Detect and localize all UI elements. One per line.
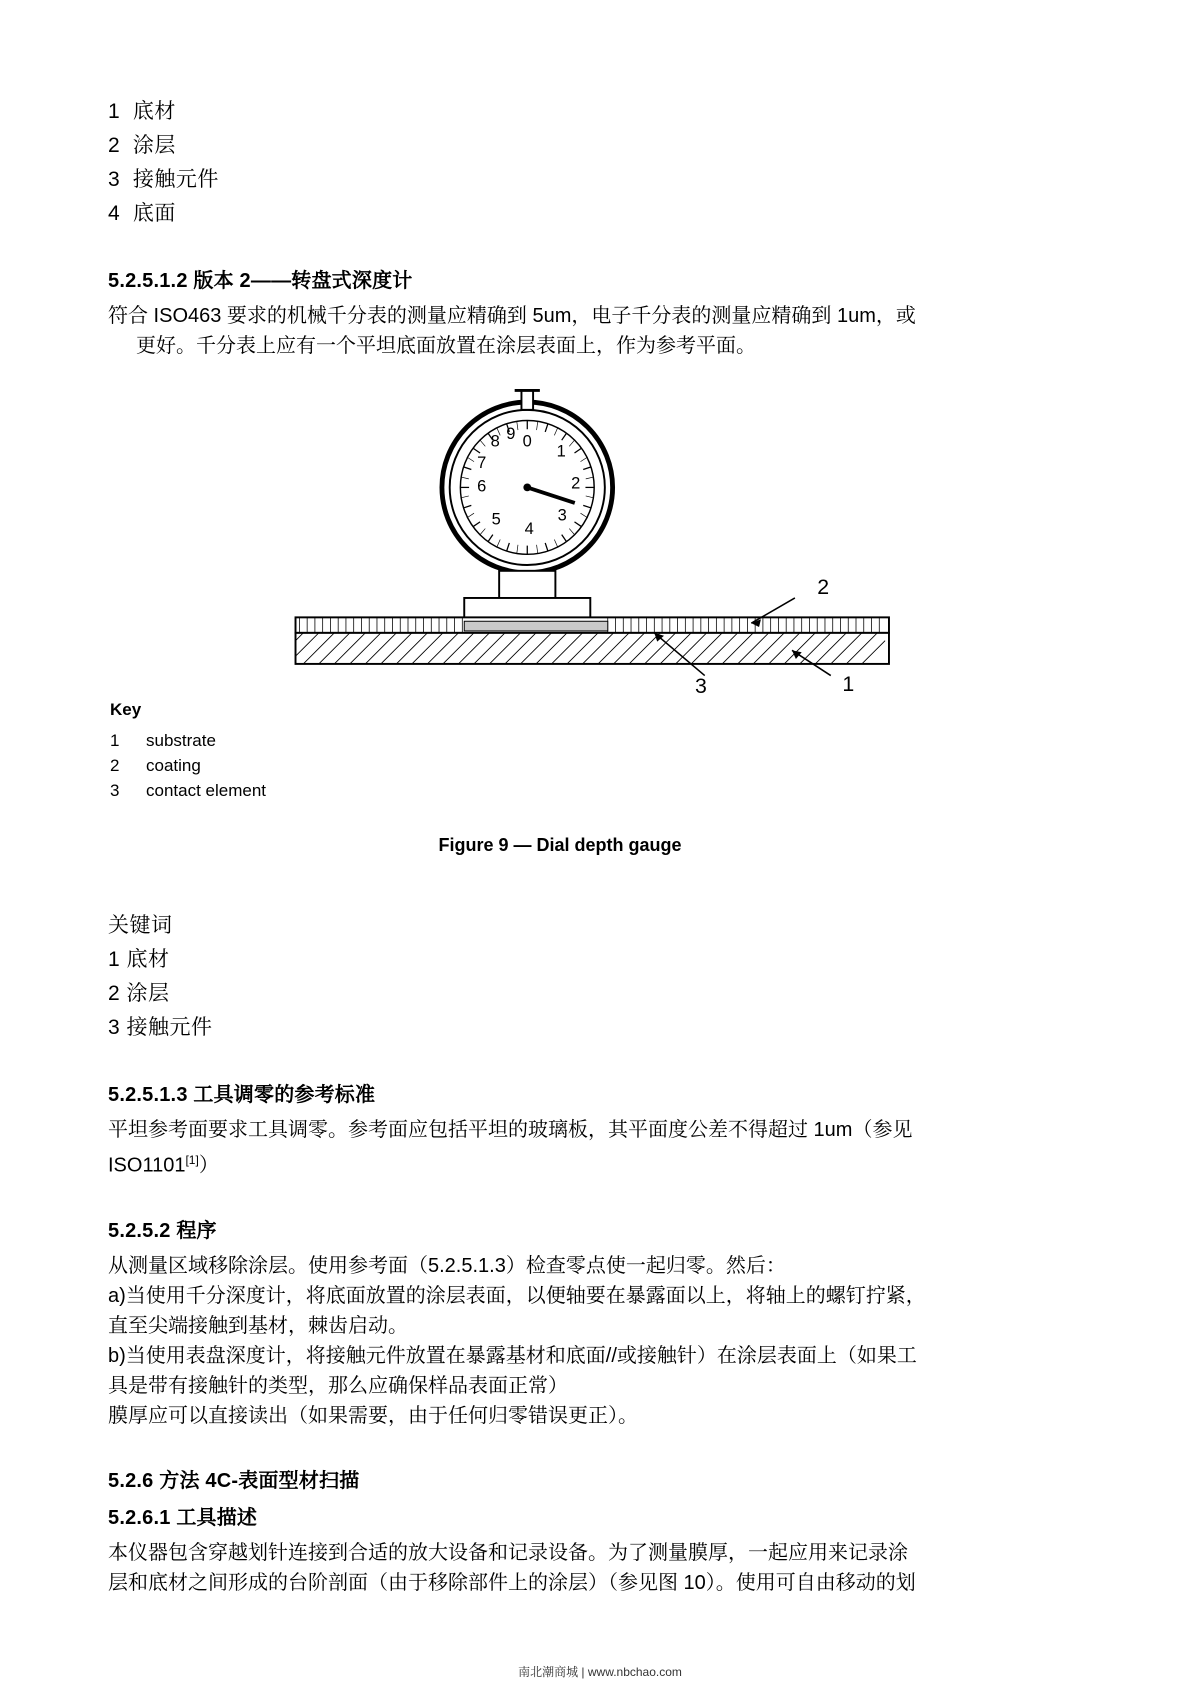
key-item-number: 3: [110, 781, 120, 800]
list-item: 2 涂层: [108, 134, 176, 157]
svg-text:6: 6: [477, 477, 487, 496]
svg-text:3: 3: [557, 506, 567, 525]
key-item: [110, 753, 266, 778]
keywords-title: 关键词: [108, 914, 173, 937]
paragraph-item-a-line2: 直至尖端接触到基材，棘齿启动。: [108, 1314, 408, 1337]
close-paren: ）: [198, 1154, 219, 1177]
svg-text:5: 5: [491, 510, 501, 529]
paragraph-5-2-6-1-line1: 本仪器包含穿越划针连接到合适的放大设备和记录设备。为了测量膜厚，一起应用来记录涂: [108, 1541, 908, 1564]
callout-2: 2: [817, 575, 830, 600]
section-heading-5-2-5-2: 5.2.5.2 程序: [108, 1219, 217, 1242]
svg-text:7: 7: [477, 454, 487, 473]
paragraph-5-2-5-1-3-line1: 平坦参考面要求工具调零。参考面应包括平坦的玻璃板，其平面度公差不得超过 1um（参见: [108, 1119, 913, 1141]
svg-text:8: 8: [490, 432, 500, 451]
keyword-item: 1 底材: [108, 948, 170, 971]
paragraph-5-2-6-1-line2: 层和底材之间形成的台阶剖面（由于移除部件上的涂层）（参见图 10）。使用可自由移动的划: [108, 1571, 916, 1594]
keyword-item: 2 涂层: [108, 982, 170, 1005]
key-item-number: 2: [110, 756, 120, 775]
callout-3: 3: [695, 674, 707, 693]
key-item: [110, 728, 266, 753]
paragraph-item-b-line2: 具是带有接触针的类型，那么应确保样品表面正常）: [108, 1374, 568, 1397]
page-footer: 南北潮商城 | www.nbchao.com: [518, 1665, 682, 1679]
key-item: [110, 778, 266, 803]
section-heading-5-2-5-1-2: 5.2.5.1.2 版本 2——转盘式深度计: [108, 270, 413, 292]
paragraph-5-2-5-1-2-line1: 符合 ISO463 要求的机械千分表的测量应精确到 5um，电子千分表的测量应精确到 1um，或: [108, 305, 916, 327]
figure-caption: Figure 9 — Dial depth gauge: [438, 835, 682, 855]
dial-depth-gauge-illustration: [108, 373, 1092, 693]
key-item-number: 1: [110, 731, 120, 750]
svg-text:2: 2: [571, 474, 581, 493]
top-number-list: [108, 95, 1092, 231]
svg-text:1: 1: [556, 442, 566, 461]
list-item: 1 底材: [108, 100, 176, 123]
paragraph-5-2-5-2-last: 膜厚应可以直接读出（如果需要，由于任何归零错误更正）。: [108, 1404, 638, 1427]
paragraph-item-b-line1: b)当使用表盘深度计，将接触元件放置在暴露基材和底面//或接触针）在涂层表面上（如果工: [108, 1344, 917, 1367]
key-item-label: substrate: [146, 731, 216, 750]
iso-reference: ISO1101: [108, 1154, 186, 1177]
section-heading-5-2-6: 5.2.6 方法 4C-表面型材扫描: [108, 1469, 360, 1492]
section-heading-5-2-5-1-3: 5.2.5.1.3 工具调零的参考标准: [108, 1084, 376, 1106]
footnote-marker: [1]: [185, 1153, 199, 1167]
figure-key: [110, 697, 266, 803]
paragraph-5-2-5-1-2-line2: 更好。千分表上应有一个平坦底面放置在涂层表面上，作为参考平面。: [136, 335, 756, 357]
key-item-label: coating: [146, 756, 201, 775]
keywords-block: [108, 909, 1092, 1045]
key-item-label: contact element: [146, 781, 267, 800]
key-title: Key: [110, 700, 142, 719]
list-item: 3 接触元件: [108, 168, 219, 191]
paragraph-5-2-5-2-line1: 从测量区域移除涂层。使用参考面（5.2.5.1.3）检查零点使一起归零。然后：: [108, 1254, 786, 1277]
list-item: 4 底面: [108, 202, 176, 225]
svg-text:4: 4: [524, 519, 534, 538]
paragraph-5-2-5-1-3-line2: [108, 1145, 1092, 1181]
section-heading-5-2-6-1: 5.2.6.1 工具描述: [108, 1506, 258, 1529]
keyword-item: 3 接触元件: [108, 1016, 213, 1039]
figure-9: [108, 373, 1092, 883]
paragraph-item-a-line1: a)当使用千分深度计，将底面放置的涂层表面，以便轴要在暴露面以上，将轴上的螺钉拧紧，: [108, 1284, 926, 1307]
callout-1: 1: [842, 672, 855, 693]
svg-text:9: 9: [506, 424, 516, 443]
svg-text:0: 0: [522, 432, 532, 451]
